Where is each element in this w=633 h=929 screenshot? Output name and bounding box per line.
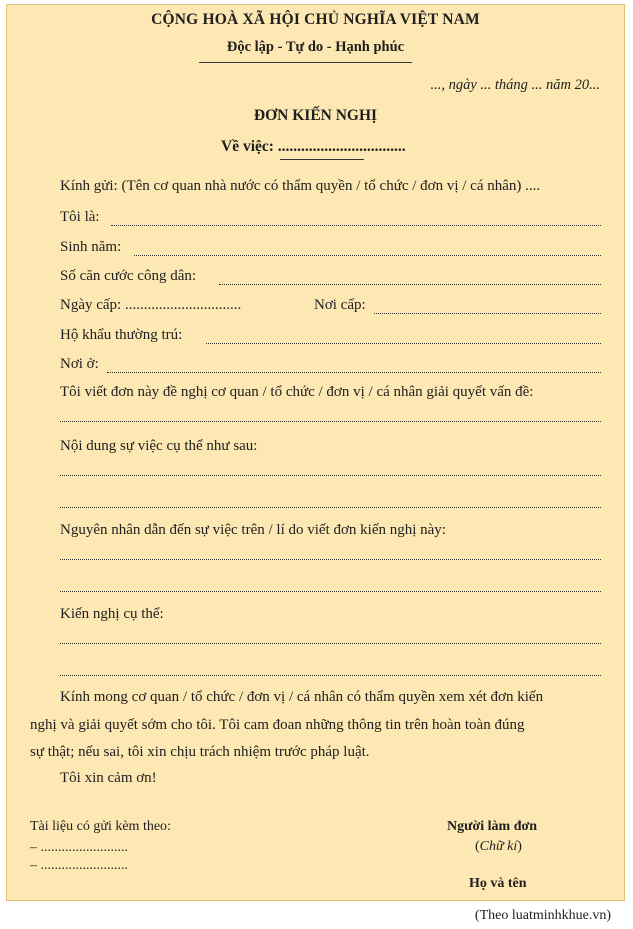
- name-dotted-line: [111, 225, 601, 226]
- closing-line-3: sự thật; nếu sai, tôi xin chịu trách nhiệm trước pháp luật.: [30, 744, 370, 760]
- addressee-line: Kính gửi: (Tên cơ quan nhà nước có thẩm quyền / tổ chức / đơn vị / cá nhân) ....: [60, 178, 541, 194]
- reason-dotted-line-1: [60, 559, 601, 560]
- country-header: CỘNG HOÀ XÃ HỘI CHỦ NGHĨA VIỆT NAM: [151, 11, 480, 28]
- id-number-dotted-line: [219, 284, 601, 285]
- motto-underline: [199, 62, 412, 63]
- request-statement: Tôi viết đơn này đề nghị cơ quan / tổ chức / đơn vị / cá nhân giải quyết vấn đề:: [60, 384, 534, 400]
- closing-line-2: nghị và giải quyết sớm cho tôi. Tôi cam đoan những thông tin trên hoàn toàn đúng: [30, 717, 525, 733]
- content-dotted-line-1: [60, 475, 601, 476]
- petition-form: [6, 4, 625, 901]
- motto: Độc lập - Tự do - Hạnh phúc: [226, 39, 405, 55]
- issue-date-label: Ngày cấp: ...............................: [60, 297, 242, 313]
- signature-hint-close: ): [517, 839, 522, 854]
- birth-year-label: Sinh năm:: [60, 239, 122, 255]
- request-dotted-line: [60, 421, 601, 422]
- signature-hint: [475, 839, 522, 855]
- address-dotted-line: [107, 372, 601, 373]
- birth-year-dotted-line: [134, 255, 601, 256]
- signer-role: Người làm đơn: [447, 819, 538, 834]
- signature-hint-open: (: [475, 839, 480, 854]
- content-dotted-line-2: [60, 507, 601, 508]
- address-label: Nơi ở:: [60, 356, 99, 372]
- residence-label: Hộ khẩu thường trú:: [60, 327, 183, 343]
- issue-place-label: Nơi cấp:: [314, 297, 366, 313]
- subject-underline: [280, 159, 364, 160]
- name-label: Tôi là:: [60, 209, 100, 225]
- signer-name-label: Họ và tên: [469, 876, 527, 891]
- proposal-label: Kiến nghị cụ thể:: [60, 606, 164, 622]
- residence-dotted-line: [206, 343, 601, 344]
- attachments-label: Tài liệu có gửi kèm theo:: [30, 819, 171, 834]
- attachment-item-2: – .........................: [30, 858, 128, 873]
- reason-label: Nguyên nhân dẫn đến sự việc trên / lí do viết đơn kiến nghị này:: [60, 522, 446, 538]
- subject-line: Về việc: .................................: [221, 138, 406, 155]
- content-label: Nội dung sự việc cụ thể như sau:: [60, 438, 258, 454]
- id-number-label: Số căn cước công dân:: [60, 268, 197, 284]
- proposal-dotted-line-2: [60, 675, 601, 676]
- proposal-dotted-line-1: [60, 643, 601, 644]
- closing-line-1: Kính mong cơ quan / tổ chức / đơn vị / cá nhân có thẩm quyền xem xét đơn kiến: [60, 689, 544, 705]
- thanks-line: Tôi xin cảm ơn!: [60, 770, 157, 786]
- issue-place-dotted-line: [374, 313, 601, 314]
- attachment-item-1: – .........................: [30, 840, 128, 855]
- reason-dotted-line-2: [60, 591, 601, 592]
- date-line: ..., ngày ... tháng ... năm 20...: [430, 77, 600, 93]
- form-title: ĐƠN KIẾN NGHỊ: [253, 107, 378, 124]
- signature-hint-text: Chữ kí: [479, 839, 518, 854]
- source-caption: (Theo luatminhkhue.vn): [474, 908, 611, 923]
